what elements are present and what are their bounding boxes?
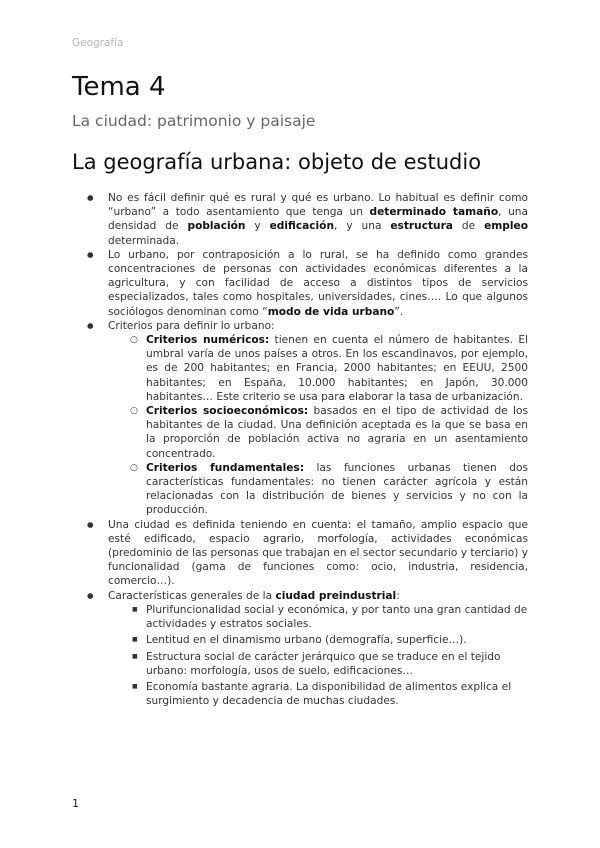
document-body <box>86 191 528 708</box>
page-title: Tema 4 <box>72 72 166 102</box>
sub-bullet-criterios-fundamentales: ○ Criterios fundamentales: las funciones urbanas tienen dos características fundamentales: no tienen carácter agrícola y están relacionadas con la distribución de bienes y servicios y no con la producción. <box>130 461 528 518</box>
bullet-definition-urbano: ● No es fácil definir qué es rural y qué es urbano. Lo habitual es definir como “urbano” a todo asentamiento que tenga un determinado tamaño, una densidad de población y edificación, y una estructura de empleo determinada. <box>86 191 528 248</box>
square-bullet-lentitud: ■ Lentitud en el dinamismo urbano (demografía, superficie…). <box>130 633 528 647</box>
bold-term: modo de vida urbano <box>267 305 395 318</box>
bold-term: determinado tamaño <box>369 206 499 219</box>
page-subtitle: La ciudad: patrimonio y paisaje <box>72 112 316 130</box>
section-heading: La geografía urbana: objeto de estudio <box>72 150 482 174</box>
bold-term: ciudad preindustrial <box>275 589 397 602</box>
criterios-sublist <box>108 333 528 518</box>
bold-term: edificación <box>269 220 335 233</box>
preindustrial-sublist <box>108 603 528 708</box>
main-bullet-list <box>86 191 528 708</box>
bullet-ciudad-preindustrial: ● Características generales de la ciudad preindustrial: ■ Plurifuncionalidad social y económica, y por tanto una gran cantidad de actividades y estratos sociales. ■ Lentitud en el dinamismo urbano (demografía, superficie…). ■ Estructura social de carácter jerárquico que se traduce en el tejido urbano: morfología, usos de suelo, edificaciones… ■ Economía bastante agraria. La disponibilidad de alimentos explica el surgimiento y decadencia de muchas ciudades. <box>86 589 528 709</box>
bullet-criterios: ● Criterios para definir lo urbano: ○ Criterios numéricos: tienen en cuenta el número de habitantes. El umbral varía de unos países a otros. En los escandinavos, por ejemplo, es de 200 habitantes; en Francia, 2000 habitantes; en EEUU, 2500 habitantes; en España, 10.000 habitantes; en Japón, 30.000 habitantes… Este criterio se usa para elaborar la tasa de urbanización. ○ Criterios socioeconómicos: basados en el tipo de actividad de los habitantes de la ciudad. Una definición aceptada es la que se basa en la proporción de población activa no agraria en un asentamiento concentrado. ○ Criterios fundamentales: las funciones urbanas tienen dos características fundamentales: no tienen carácter agrícola y están relacionadas con la distribución de bienes y servicios y no con la producción. <box>86 319 528 518</box>
bold-term: Criterios fundamentales: <box>146 461 304 474</box>
sub-bullet-criterios-numericos: ○ Criterios numéricos: tienen en cuenta el número de habitantes. El umbral varía de unos países a otros. En los escandinavos, por ejemplo, es de 200 habitantes; en Francia, 2000 habitantes; en EEUU, 2500 habitantes; en España, 10.000 habitantes; en Japón, 30.000 habitantes… Este criterio se usa para elaborar la tasa de urbanización. <box>130 333 528 404</box>
bold-term: población <box>187 220 246 233</box>
bold-term: estructura <box>390 220 453 233</box>
square-bullet-economia-agraria: ■ Economía bastante agraria. La disponibilidad de alimentos explica el surgimiento y decadencia de muchas ciudades. <box>130 680 528 708</box>
square-bullet-estructura-social: ■ Estructura social de carácter jerárquico que se traduce en el tejido urbano: morfología, usos de suelo, edificaciones… <box>130 650 528 678</box>
document-header: Geografía <box>72 37 124 49</box>
bullet-lo-urbano: ● Lo urbano, por contraposición a lo rural, se ha definido como grandes concentraciones de personas con actividades económicas diferentes a la agricultura, y con facilidad de acceso a distintos tipos de servicios especializados, tales como hospitales, universidades, cines…. Lo que algunos sociólogos denominan como “modo de vida urbano”. <box>86 248 528 319</box>
sub-bullet-criterios-socioeconomicos: ○ Criterios socioeconómicos: basados en el tipo de actividad de los habitantes de la ciudad. Una definición aceptada es la que se basa en la proporción de población activa no agraria en un asentamiento concentrado. <box>130 404 528 461</box>
bullet-ciudad-definida: ● Una ciudad es definida teniendo en cuenta: el tamaño, amplio espacio que esté edificado, espacio agrario, morfología, actividades económicas (predominio de las personas que trabajan en el sector secundario y terciario) y funcionalidad (gama de funciones como: ocio, industria, residencia, comercio…). <box>86 518 528 589</box>
bold-term: Criterios socioeconómicos: <box>146 405 309 418</box>
bold-term: Criterios numéricos: <box>146 334 270 347</box>
square-bullet-plurifuncionalidad: ■ Plurifuncionalidad social y económica, y por tanto una gran cantidad de actividades y estratos sociales. <box>130 603 528 631</box>
bold-term: empleo <box>484 220 528 233</box>
page-number: 1 <box>72 797 79 810</box>
